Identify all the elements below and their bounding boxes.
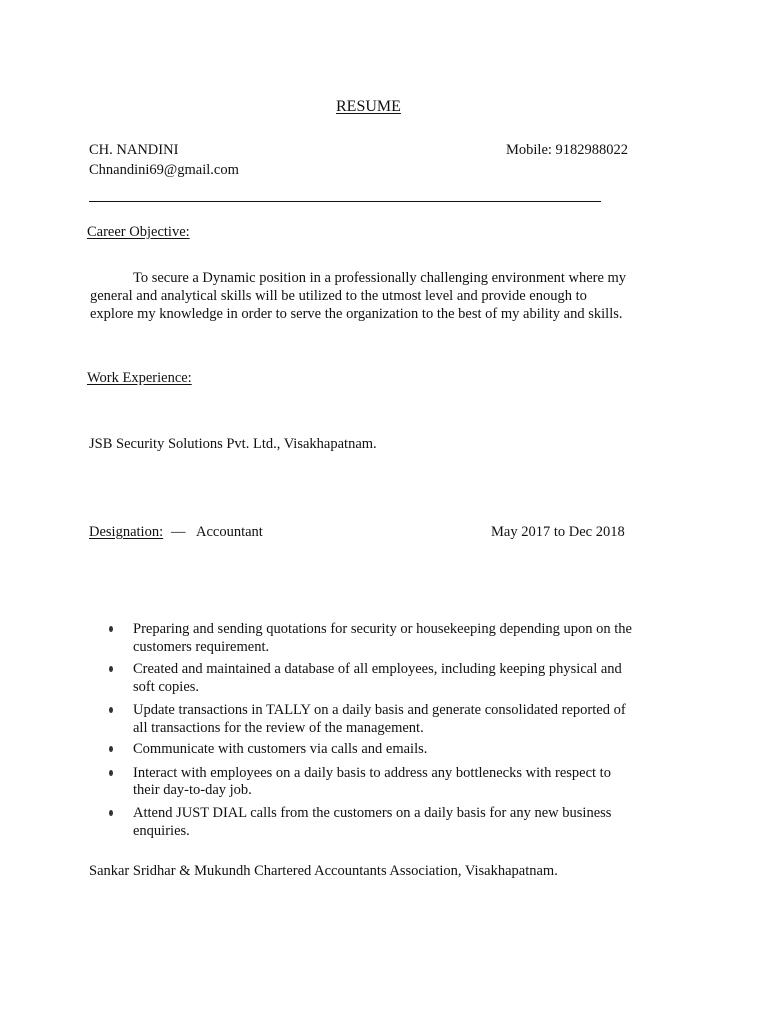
company-name: JSB Security Solutions Pvt. Ltd., Visakhapatnam. (89, 436, 377, 452)
duty-line: soft copies. (133, 679, 200, 695)
header-divider (89, 201, 601, 202)
duty-line: Created and maintained a database of all employees, including keeping physical and (133, 661, 622, 677)
duty-line: their day-to-day job. (133, 782, 252, 798)
designation-dash: — (171, 524, 186, 540)
duty-line: enquiries. (133, 823, 190, 839)
duty-line: Interact with employees on a daily basis to address any bottlenecks with respect to (133, 765, 611, 781)
career-objective-line: To secure a Dynamic position in a professionally challenging environment where my (133, 270, 627, 286)
duty-line: customers requirement. (133, 639, 270, 655)
designation-label: Designation: (89, 524, 164, 540)
duty-line: Preparing and sending quotations for security or housekeeping depending upon on the (133, 621, 632, 637)
work-experience-heading: Work Experience: (87, 370, 192, 386)
duty-line: Communicate with customers via calls and emails. (133, 741, 428, 757)
designation-value: Accountant (196, 524, 263, 540)
career-objective-heading: Career Objective: (87, 224, 190, 240)
candidate-name: CH. NANDINI (89, 142, 179, 158)
mobile-number: Mobile: 9182988022 (506, 142, 629, 158)
duty-line: Update transactions in TALLY on a daily basis and generate consolidated reported of (133, 702, 626, 718)
duty-line: Attend JUST DIAL calls from the customers on a daily basis for any new business (133, 805, 612, 821)
career-objective-line: explore my knowledge in order to serve the organization to the best of my ability and skills. (90, 306, 623, 322)
company-name: Sankar Sridhar & Mukundh Chartered Accountants Association, Visakhapatnam. (89, 863, 558, 879)
employment-period: May 2017 to Dec 2018 (491, 524, 625, 540)
email-address: Chnandini69@gmail.com (89, 162, 239, 178)
duty-line: all transactions for the review of the management. (133, 720, 424, 736)
resume-title: RESUME (336, 98, 401, 115)
career-objective-line: general and analytical skills will be utilized to the utmost level and provide enough to (90, 288, 587, 304)
